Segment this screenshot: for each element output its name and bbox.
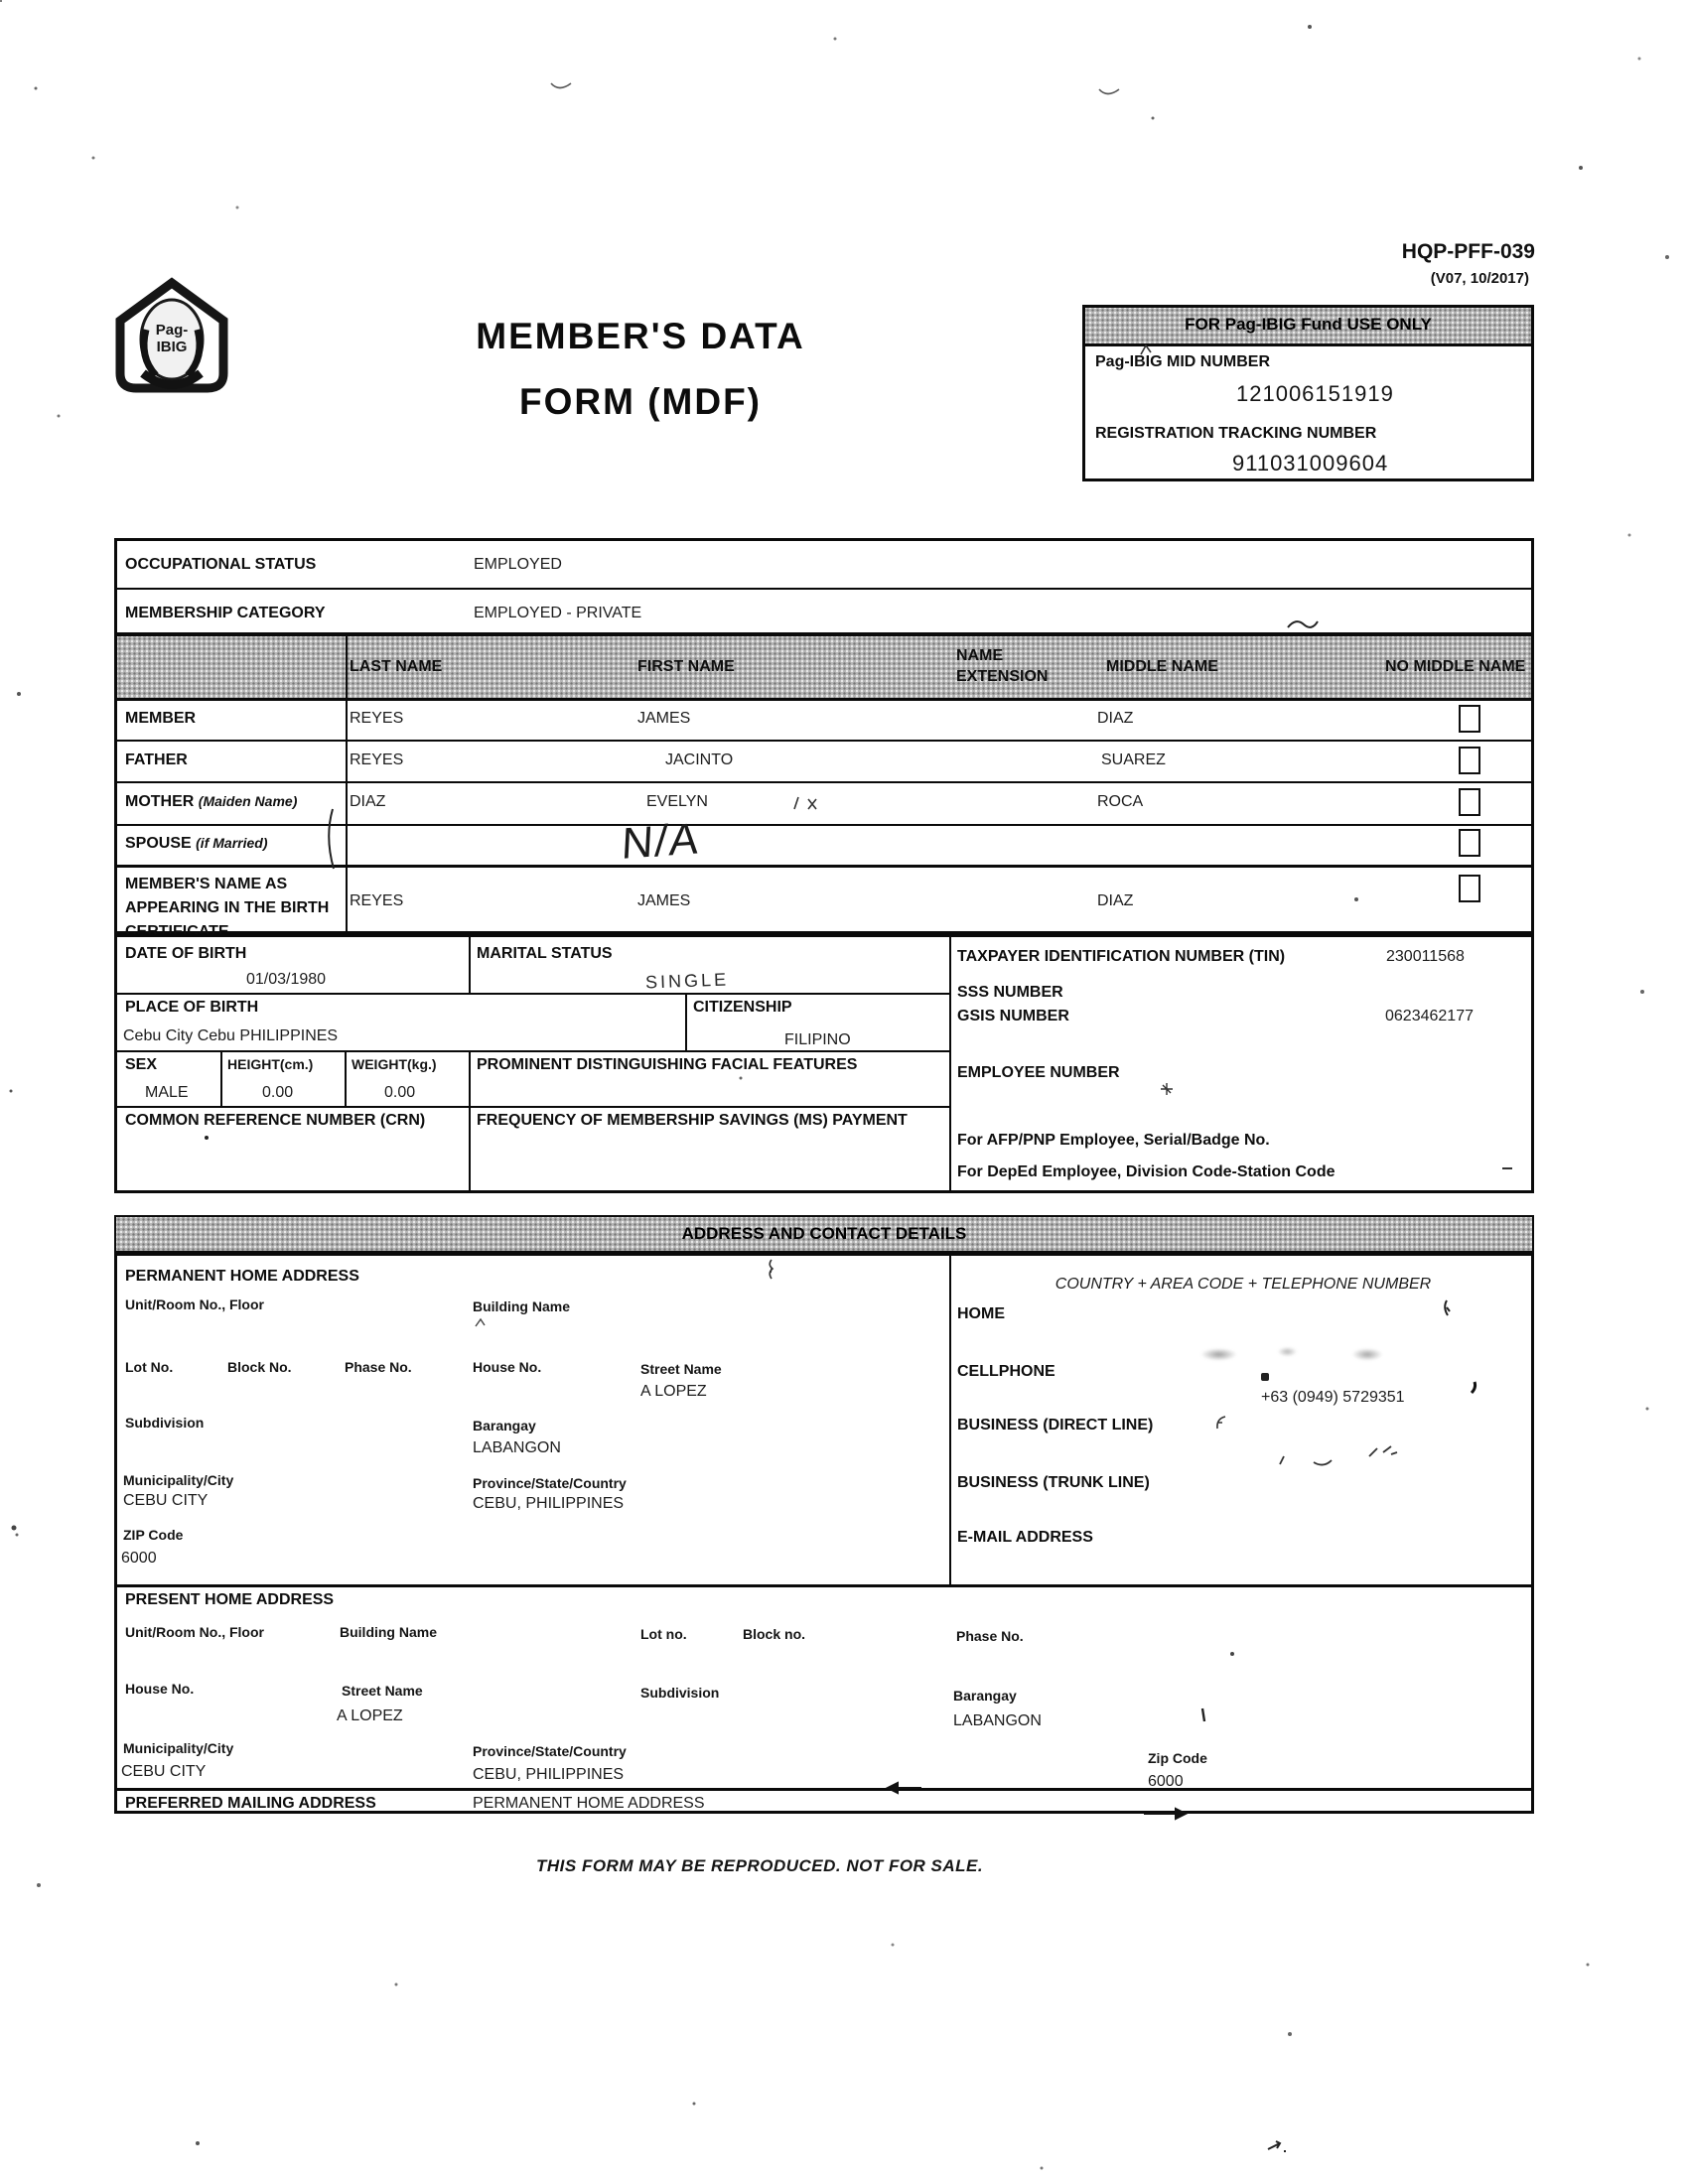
mother-middle-name: ROCA bbox=[1097, 793, 1144, 810]
phone-format-header: COUNTRY + AREA CODE + TELEPHONE NUMBER bbox=[1055, 1276, 1432, 1293]
pen-mark bbox=[1266, 2139, 1288, 2155]
pen-stroke bbox=[324, 807, 338, 871]
occupational-status-label: OCCUPATIONAL STATUS bbox=[125, 556, 317, 573]
perm-barangay-label: Barangay bbox=[473, 1418, 536, 1433]
arrow-pen-mark bbox=[880, 1780, 923, 1796]
pob-value: Cebu City Cebu PHILIPPINES bbox=[123, 1027, 339, 1044]
pres-street-value: A LOPEZ bbox=[337, 1707, 403, 1724]
divider bbox=[117, 740, 1531, 742]
col-header-name-extension: NAME EXTENSION bbox=[956, 647, 1049, 685]
pen-mark bbox=[1197, 1707, 1207, 1723]
pres-subdivision-label: Subdivision bbox=[640, 1685, 720, 1701]
form-title-line1: MEMBER'S DATA bbox=[476, 316, 805, 356]
perm-province-label: Province/State/Country bbox=[473, 1475, 627, 1491]
membership-category-label: MEMBERSHIP CATEGORY bbox=[125, 605, 326, 621]
pres-municipality-label: Municipality/City bbox=[123, 1740, 234, 1756]
form-code: HQP-PFF-039 bbox=[1401, 240, 1535, 263]
pen-mark bbox=[1441, 1299, 1453, 1317]
cellphone-label: CELLPHONE bbox=[957, 1363, 1055, 1380]
home-phone-label: HOME bbox=[957, 1305, 1005, 1322]
row-label-member: MEMBER bbox=[125, 710, 197, 727]
address-box bbox=[114, 1253, 1534, 1814]
father-first-name: JACINTO bbox=[665, 751, 734, 768]
perm-house-label: House No. bbox=[473, 1359, 542, 1375]
tin-value: 230011568 bbox=[1386, 948, 1465, 965]
pen-mark bbox=[1097, 85, 1123, 99]
sex-label: SEX bbox=[125, 1056, 158, 1073]
pres-house-label: House No. bbox=[125, 1681, 195, 1697]
pen-mark bbox=[1502, 1167, 1512, 1169]
member-middle-name: DIAZ bbox=[1097, 710, 1134, 727]
business-trunk-label: BUSINESS (TRUNK LINE) bbox=[957, 1474, 1150, 1491]
marital-status-label: MARITAL STATUS bbox=[477, 945, 613, 962]
personal-details-grid bbox=[114, 934, 1534, 1193]
divider bbox=[117, 588, 1531, 590]
pres-barangay-label: Barangay bbox=[953, 1688, 1017, 1704]
perm-barangay-value: LABANGON bbox=[473, 1439, 561, 1456]
perm-phase-label: Phase No. bbox=[345, 1359, 412, 1375]
col-header-no-middle-name: NO MIDDLE NAME bbox=[1385, 658, 1526, 675]
divider bbox=[345, 1050, 347, 1106]
name-table bbox=[114, 633, 1534, 940]
no-middle-name-checkbox bbox=[1459, 788, 1480, 816]
spouse-sublabel: (if Married) bbox=[196, 835, 268, 851]
perm-zip-value: 6000 bbox=[121, 1550, 157, 1567]
perm-province-value: CEBU, PHILIPPINES bbox=[473, 1495, 625, 1512]
no-middle-name-checkbox bbox=[1459, 705, 1480, 733]
perm-street-value: A LOPEZ bbox=[640, 1383, 707, 1400]
perm-lot-label: Lot No. bbox=[125, 1359, 174, 1375]
divider bbox=[117, 698, 1531, 701]
sss-label: SSS NUMBER bbox=[957, 984, 1063, 1001]
no-middle-name-checkbox bbox=[1459, 747, 1480, 774]
pag-ibig-logo-graphic bbox=[111, 276, 232, 397]
divider bbox=[117, 1106, 949, 1108]
col-header-first-name: FIRST NAME bbox=[637, 658, 735, 675]
father-middle-name: SUAREZ bbox=[1101, 751, 1166, 768]
email-label: E-MAIL ADDRESS bbox=[957, 1529, 1093, 1546]
membership-category-value: EMPLOYED - PRIVATE bbox=[474, 605, 642, 621]
occupational-status-value: EMPLOYED bbox=[474, 556, 562, 573]
arrow-pen-mark bbox=[1142, 1807, 1192, 1821]
permanent-address-title: PERMANENT HOME ADDRESS bbox=[125, 1268, 359, 1285]
pag-ibig-logo bbox=[111, 276, 232, 402]
deped-code-label: For DepEd Employee, Division Code-Station Code bbox=[957, 1163, 1336, 1180]
divider bbox=[220, 1050, 222, 1106]
pres-block-label: Block no. bbox=[743, 1626, 806, 1642]
birthcert-last-name: REYES bbox=[350, 892, 404, 909]
crn-label: COMMON REFERENCE NUMBER (CRN) bbox=[125, 1112, 426, 1129]
pen-mark bbox=[1468, 1381, 1477, 1395]
perm-building-label: Building Name bbox=[473, 1298, 571, 1314]
divider bbox=[117, 1584, 1531, 1587]
pres-building-label: Building Name bbox=[340, 1624, 438, 1640]
citizenship-value: FILIPINO bbox=[784, 1031, 851, 1048]
perm-block-label: Block No. bbox=[227, 1359, 292, 1375]
divider bbox=[949, 1256, 951, 1584]
afp-serial-label: For AFP/PNP Employee, Serial/Badge No. bbox=[957, 1132, 1270, 1149]
preferred-mailing-label: PREFERRED MAILING ADDRESS bbox=[125, 1795, 376, 1812]
pres-province-value: CEBU, PHILIPPINES bbox=[473, 1766, 625, 1783]
spouse-label: SPOUSE bbox=[125, 835, 192, 852]
pres-lot-label: Lot no. bbox=[640, 1626, 687, 1642]
height-value: 0.00 bbox=[262, 1084, 294, 1101]
gsis-label: GSIS NUMBER bbox=[957, 1008, 1069, 1024]
divider bbox=[117, 993, 949, 995]
present-address-title: PRESENT HOME ADDRESS bbox=[125, 1591, 335, 1608]
dob-label: DATE OF BIRTH bbox=[125, 945, 247, 962]
weight-value: 0.00 bbox=[384, 1084, 416, 1101]
birthcert-middle-name: DIAZ bbox=[1097, 892, 1134, 909]
pen-mark bbox=[475, 1317, 487, 1327]
pres-unit-label: Unit/Room No., Floor bbox=[125, 1624, 264, 1640]
col-header-last-name: LAST NAME bbox=[350, 658, 443, 675]
perm-street-label: Street Name bbox=[640, 1361, 722, 1377]
mother-label: MOTHER bbox=[125, 793, 195, 810]
col-header-middle-name: MIDDLE NAME bbox=[1106, 658, 1218, 675]
pres-province-label: Province/State/Country bbox=[473, 1743, 627, 1759]
dob-value: 01/03/1980 bbox=[246, 971, 327, 988]
pen-mark bbox=[205, 1136, 209, 1140]
no-middle-name-checkbox bbox=[1459, 829, 1480, 857]
form-version: (V07, 10/2017) bbox=[1430, 270, 1529, 287]
business-direct-label: BUSINESS (DIRECT LINE) bbox=[957, 1417, 1154, 1433]
footer-note: THIS FORM MAY BE REPRODUCED. NOT FOR SALE. bbox=[536, 1856, 984, 1875]
ms-frequency-label: FREQUENCY OF MEMBERSHIP SAVINGS (MS) PAYMENT bbox=[477, 1112, 908, 1129]
mid-number-value: 121006151919 bbox=[1236, 381, 1394, 406]
pen-mark bbox=[1214, 1415, 1228, 1431]
height-label: HEIGHT(cm.) bbox=[227, 1056, 314, 1072]
mother-sublabel: (Maiden Name) bbox=[198, 793, 298, 809]
scan-noise bbox=[0, 0, 2, 2]
facial-features-label: PROMINENT DISTINGUISHING FACIAL FEATURES bbox=[477, 1056, 858, 1073]
perm-municipality-label: Municipality/City bbox=[123, 1472, 234, 1488]
pen-mark bbox=[1286, 615, 1320, 631]
fund-use-header-strip bbox=[1085, 308, 1531, 346]
tin-label: TAXPAYER IDENTIFICATION NUMBER (TIN) bbox=[957, 948, 1286, 965]
member-last-name: REYES bbox=[350, 710, 404, 727]
citizenship-label: CITIZENSHIP bbox=[693, 999, 792, 1016]
marital-status-value: SINGLE bbox=[644, 969, 730, 993]
pen-mark bbox=[1261, 1373, 1269, 1381]
name-table-header-strip bbox=[117, 636, 1531, 698]
divider bbox=[685, 993, 687, 1050]
mother-first-name: EVELYN bbox=[646, 793, 708, 810]
perm-municipality-value: CEBU CITY bbox=[123, 1492, 209, 1509]
fund-use-only-box bbox=[1082, 305, 1534, 481]
weight-label: WEIGHT(kg.) bbox=[352, 1056, 437, 1072]
divider bbox=[346, 636, 348, 931]
status-table bbox=[114, 538, 1534, 635]
divider bbox=[117, 1050, 949, 1052]
logo-text-line1: Pag- bbox=[155, 322, 189, 339]
pen-mark bbox=[1160, 1082, 1174, 1096]
pob-label: PLACE OF BIRTH bbox=[125, 999, 259, 1016]
pres-phase-label: Phase No. bbox=[956, 1628, 1024, 1644]
divider bbox=[117, 781, 1531, 783]
row-label-spouse bbox=[125, 835, 267, 853]
pres-zip-label: Zip Code bbox=[1148, 1750, 1207, 1766]
form-title-line2: FORM (MDF) bbox=[519, 381, 762, 422]
divider bbox=[469, 937, 471, 993]
mid-number-label: Pag-IBIG MID NUMBER bbox=[1095, 353, 1270, 370]
gsis-value: 0623462177 bbox=[1385, 1008, 1474, 1024]
divider bbox=[117, 1788, 1531, 1791]
mother-last-name: DIAZ bbox=[350, 793, 386, 810]
pen-mark bbox=[1274, 1442, 1403, 1470]
pen-mark bbox=[549, 79, 575, 93]
address-section-header bbox=[114, 1215, 1534, 1253]
preferred-mailing-value: PERMANENT HOME ADDRESS bbox=[473, 1795, 705, 1812]
sex-value: MALE bbox=[145, 1084, 189, 1101]
rtn-value: 911031009604 bbox=[1232, 451, 1389, 476]
row-label-mother bbox=[125, 793, 297, 811]
perm-subdivision-label: Subdivision bbox=[125, 1415, 205, 1431]
employee-number-label: EMPLOYEE NUMBER bbox=[957, 1064, 1120, 1081]
no-middle-name-checkbox bbox=[1459, 875, 1480, 902]
smudged-handwriting bbox=[1185, 1339, 1413, 1367]
rtn-label: REGISTRATION TRACKING NUMBER bbox=[1095, 425, 1377, 442]
birthcert-first-name: JAMES bbox=[637, 892, 691, 909]
pen-mark bbox=[790, 793, 820, 813]
cellphone-value: +63 (0949) 5729351 bbox=[1261, 1389, 1405, 1406]
address-section-title: ADDRESS AND CONTACT DETAILS bbox=[681, 1224, 967, 1243]
divider bbox=[469, 1050, 471, 1190]
fund-use-title: FOR Pag-IBIG Fund USE ONLY bbox=[1185, 315, 1432, 334]
pres-municipality-value: CEBU CITY bbox=[121, 1763, 207, 1780]
member-first-name: JAMES bbox=[637, 710, 691, 727]
spouse-name-handwritten: N/A bbox=[620, 814, 702, 869]
pres-zip-value: 6000 bbox=[1148, 1773, 1184, 1790]
row-label-birth-certificate: MEMBER'S NAME AS APPEARING IN THE BIRTH CERTIFICATE bbox=[125, 876, 330, 940]
divider bbox=[949, 937, 951, 1190]
row-label-father: FATHER bbox=[125, 751, 188, 768]
pres-street-label: Street Name bbox=[342, 1683, 423, 1699]
perm-zip-label: ZIP Code bbox=[123, 1527, 184, 1543]
father-last-name: REYES bbox=[350, 751, 404, 768]
perm-unit-label: Unit/Room No., Floor bbox=[125, 1297, 264, 1312]
logo-text-line2: IBIG bbox=[156, 339, 188, 355]
pres-barangay-value: LABANGON bbox=[953, 1712, 1042, 1729]
